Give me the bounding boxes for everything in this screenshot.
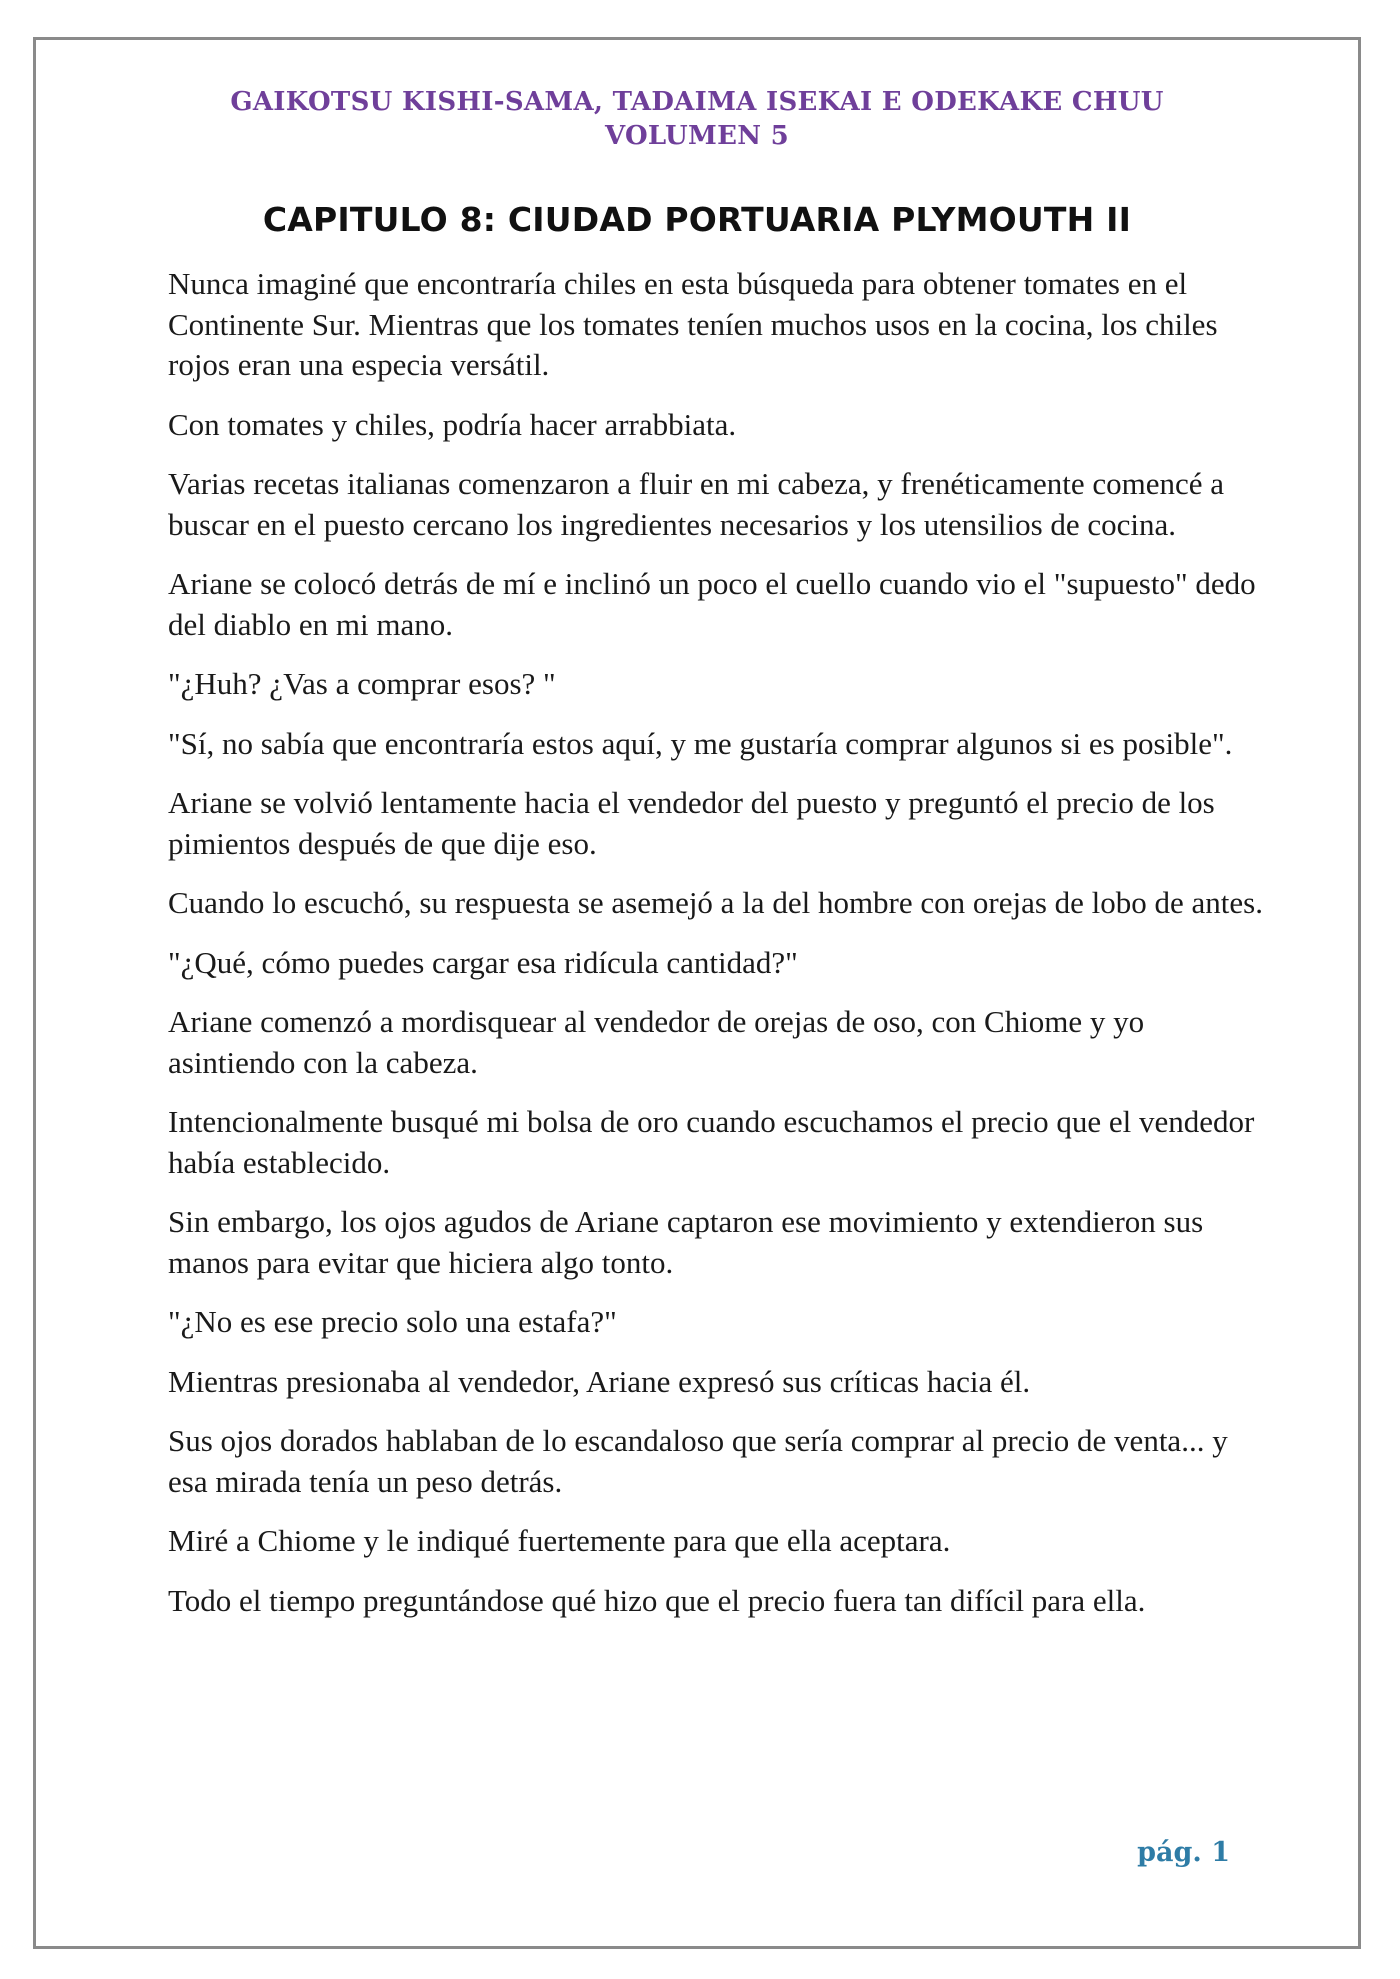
paragraph: Intencionalmente busqué mi bolsa de oro cuando escuchamos el precio que el vendedor había establecido.: [168, 1104, 1255, 1180]
paragraph: "Sí, no sabía que encontraría estos aquí, y me gustaría comprar algunos si es posible".: [168, 725, 1233, 761]
paragraph: Con tomates y chiles, podría hacer arrabbiata.: [168, 406, 737, 442]
paragraph: Ariane comenzó a mordisquear al vendedor de orejas de oso, con Chiome y yo asintiendo con la cabeza.: [168, 1004, 1145, 1080]
volume-label: VOLUMEN 5: [604, 121, 790, 151]
body-text: [168, 264, 1273, 1640]
book-title: GAIKOTSU KISHI-SAMA, TADAIMA ISEKAI E ODEKAKE CHUU: [230, 87, 1164, 117]
paragraph: "¿Qué, cómo puedes cargar esa ridícula cantidad?": [168, 944, 798, 980]
paragraph: Sus ojos dorados hablaban de lo escandaloso que sería comprar al precio de venta... y esa mirada tenía un peso detrás.: [168, 1423, 1228, 1499]
paragraph: "¿Huh? ¿Vas a comprar esos? ": [168, 666, 556, 701]
paragraph: Nunca imaginé que encontraría chiles en esta búsqueda para obtener tomates en el Continente Sur. Mientras que los tomates teníen muchos usos en la cocina, los chiles rojos eran una especia versátil.: [168, 266, 1218, 382]
paragraph: Ariane se volvió lentamente hacia el vendedor del puesto y preguntó el precio de los pimientos después de que dije eso.: [168, 785, 1215, 861]
paragraph: "¿No es ese precio solo una estafa?": [168, 1304, 617, 1339]
book-header: [36, 85, 1358, 153]
paragraph: Ariane se colocó detrás de mí e inclinó un poco el cuello cuando vio el "supuesto" dedo del diablo en mi mano.: [168, 566, 1256, 642]
paragraph: Mientras presionaba al vendedor, Ariane expresó sus críticas hacia él.: [168, 1363, 1031, 1399]
page-number: pág. 1: [1137, 1837, 1230, 1868]
paragraph: Miré a Chiome y le indiqué fuertemente para que ella aceptara.: [168, 1523, 951, 1558]
paragraph: Todo el tiempo preguntándose qué hizo que el precio fuera tan difícil para ella.: [168, 1582, 1146, 1618]
paragraph: Cuando lo escuchó, su respuesta se asemejó a la del hombre con orejas de lobo de antes.: [168, 885, 1263, 920]
paragraph: Sin embargo, los ojos agudos de Ariane captaron ese movimiento y extendieron sus manos para evitar que hiciera algo tonto.: [168, 1204, 1204, 1280]
paragraph: Varias recetas italianas comenzaron a fluir en mi cabeza, y frenéticamente comencé a buscar en el puesto cercano los ingredientes necesarios y los utensilios de cocina.: [168, 466, 1224, 542]
chapter-title: CAPITULO 8: CIUDAD PORTUARIA PLYMOUTH II: [262, 200, 1132, 239]
page-frame: [33, 37, 1361, 1949]
